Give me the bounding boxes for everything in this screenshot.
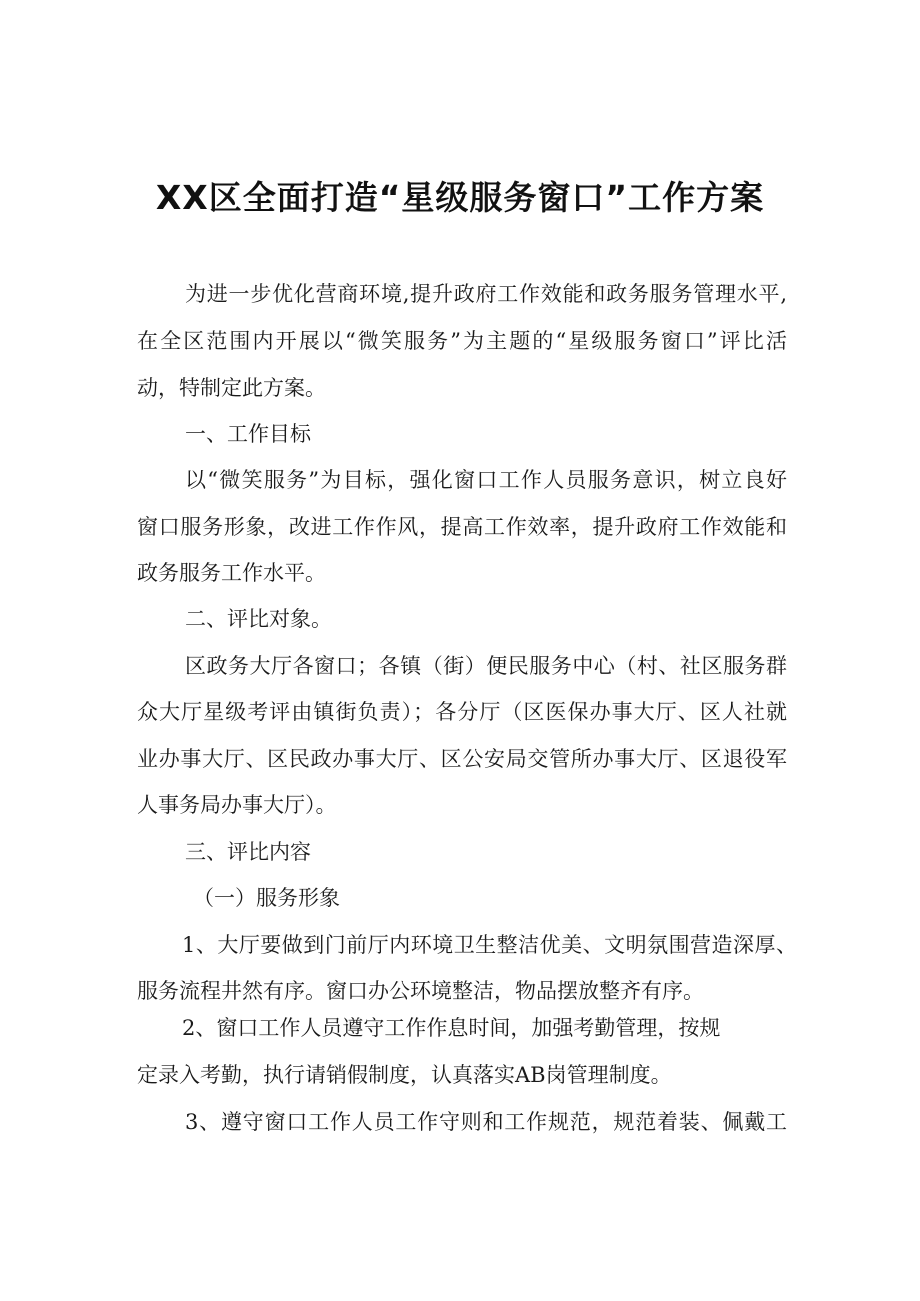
paragraph-line: 以“微笑服务”为目标，强化窗口工作人员服务意识，树立良好 xyxy=(185,468,787,492)
paragraph-line: 定录入考勤，执行请销假制度，认真落实AB岗管理制度。 xyxy=(137,1063,672,1087)
paragraph-line: 窗口服务形象，改进工作作风，提高工作效率，提升政府工作效能和 xyxy=(137,515,787,539)
paragraph-line: 服务流程井然有序。窗口办公环境整洁，物品摆放整齐有序。 xyxy=(137,979,704,1003)
paragraph-line: 为进一步优化营商环境,提升政府工作效能和政务服务管理水平, xyxy=(185,282,787,306)
section-heading: 三、评比内容 xyxy=(185,840,311,864)
paragraph-line: 1、大厅要做到门前厅内环境卫生整洁优美、文明氛围营造深厚、 xyxy=(182,933,797,957)
paragraph-line: 区政务大厅各窗口；各镇（街）便民服务中心（村、社区服务群 xyxy=(185,654,787,678)
section-heading: 二、评比对象。 xyxy=(185,607,332,631)
paragraph-line: 政务服务工作水平。 xyxy=(137,561,326,585)
paragraph-line: 在全区范围内开展以“微笑服务”为主题的“星级服务窗口”评比活 xyxy=(137,329,787,353)
paragraph-line: 2、窗口工作人员遵守工作作息时间，加强考勤管理，按规 xyxy=(182,1016,721,1040)
document-title: XX区全面打造“星级服务窗口”工作方案 xyxy=(155,178,765,217)
subsection-heading: （一）服务形象 xyxy=(193,886,340,910)
paragraph-line: 动，特制定此方案。 xyxy=(137,376,326,400)
section-heading: 一、工作目标 xyxy=(185,422,311,446)
paragraph-line: 3、遵守窗口工作人员工作守则和工作规范，规范着装、佩戴工 xyxy=(185,1110,787,1134)
paragraph-line: 人事务局办事大厅）。 xyxy=(137,793,337,817)
paragraph-line: 业办事大厅、区民政办事大厅、区公安局交管所办事大厅、区退役军 xyxy=(137,747,787,771)
paragraph-line: 众大厅星级考评由镇街负责）；各分厅（区医保办事大厅、区人社就 xyxy=(137,700,787,724)
